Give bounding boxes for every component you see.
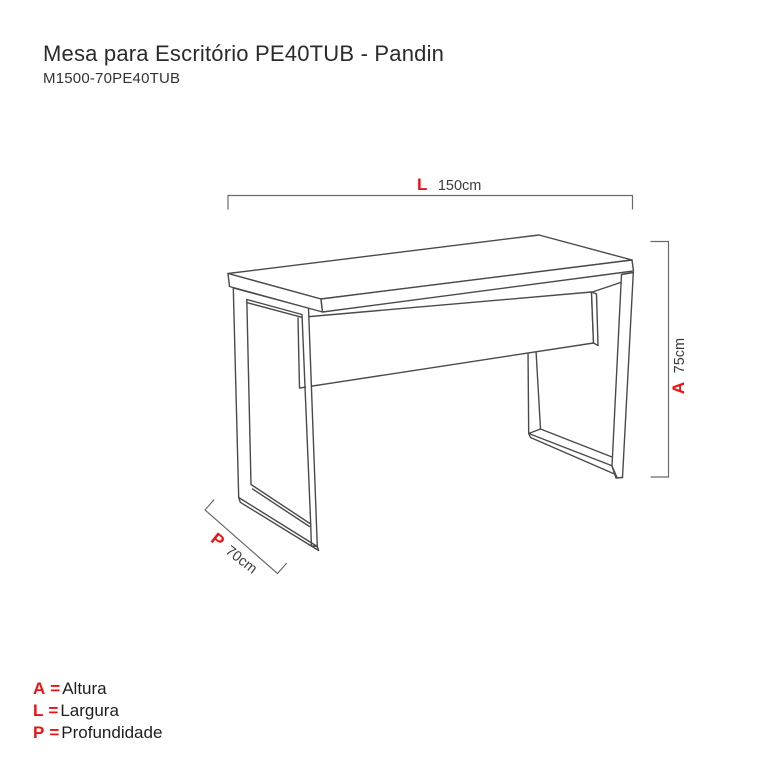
height-dimension-label: A 75cm (669, 337, 688, 395)
legend-equals: = (48, 701, 59, 720)
legend-letter: A (33, 679, 46, 698)
page-title: Mesa para Escritório PE40TUB - Pandin (43, 41, 445, 66)
height-dimension-line (651, 242, 669, 478)
product-code: M1500-70PE40TUB (43, 70, 181, 87)
left-leg-frame (233, 288, 318, 551)
legend-equals: = (49, 723, 60, 742)
legend-row-largura (33, 700, 162, 722)
depth-dimension-label: P 70cm (207, 529, 260, 578)
width-dimension-label: L 150cm (417, 175, 482, 194)
legend (33, 678, 162, 744)
width-dimension (228, 175, 633, 210)
legend-label: Altura (62, 679, 107, 698)
height-dimension (651, 242, 689, 478)
legend-row-profundidade (33, 722, 162, 744)
legend-letter: P (33, 723, 45, 742)
legend-letter: L (33, 701, 44, 720)
legend-label: Profundidade (61, 723, 163, 742)
desk-drawing (228, 235, 634, 551)
legend-label: Largura (60, 701, 119, 720)
legend-equals: = (50, 679, 61, 698)
legend-row-altura (33, 678, 162, 700)
width-dimension-line (228, 196, 633, 210)
